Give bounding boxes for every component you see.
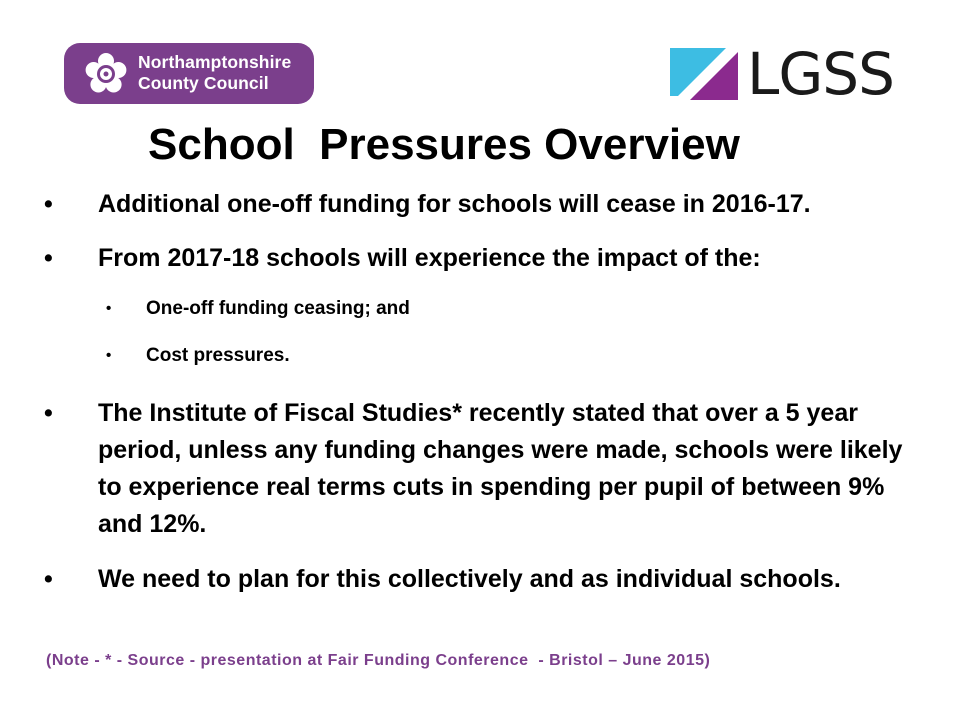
bullet-item-2 [44,240,918,277]
ncc-logo-text [138,52,291,94]
bullet-dot: • [44,244,53,272]
rose-emblem-icon [82,50,130,98]
lgss-logo-text: LGSS [747,40,894,108]
sub-bullet-text-2: Cost pressures. [146,345,290,366]
bullet-dot: • [44,190,53,218]
sub-bullet-dot: • [106,300,112,317]
sub-bullet-text-1: One-off funding ceasing; and [146,298,410,319]
sub-bullet-item-2 [106,343,846,369]
source-note: (Note - * - Source - presentation at Fair Funding Conference - Bristol – June 2015) [46,652,711,669]
bullet-dot: • [44,565,53,593]
sub-bullet-item-1 [106,296,846,322]
lgss-mark-icon [670,44,742,104]
ncc-logo-line1: Northamptonshire [138,52,292,72]
bullet-item-3 [44,395,916,543]
bullet-item-4 [44,561,858,598]
bullet-text-2: From 2017-18 schools will experience the impact of the: [98,244,761,272]
slide-title: School Pressures Overview [148,120,740,169]
bullet-text-1: Additional one-off funding for schools will cease in 2016-17. [98,190,811,218]
lgss-logo [670,40,894,108]
bullet-text-4: We need to plan for this collectively and as individual schools. [98,565,841,593]
sub-bullet-dot: • [106,347,112,364]
bullet-item-1 [44,186,918,223]
ncc-logo-line2: County Council [138,73,269,93]
northamptonshire-county-council-logo [64,43,314,104]
bullet-dot: • [44,399,53,427]
bullet-text-3: The Institute of Fiscal Studies* recently stated that over a 5 year period, unless any funding changes were made, schools were likely to experience real terms cuts in spending per pupil of between 9% and 12%. [98,399,903,538]
